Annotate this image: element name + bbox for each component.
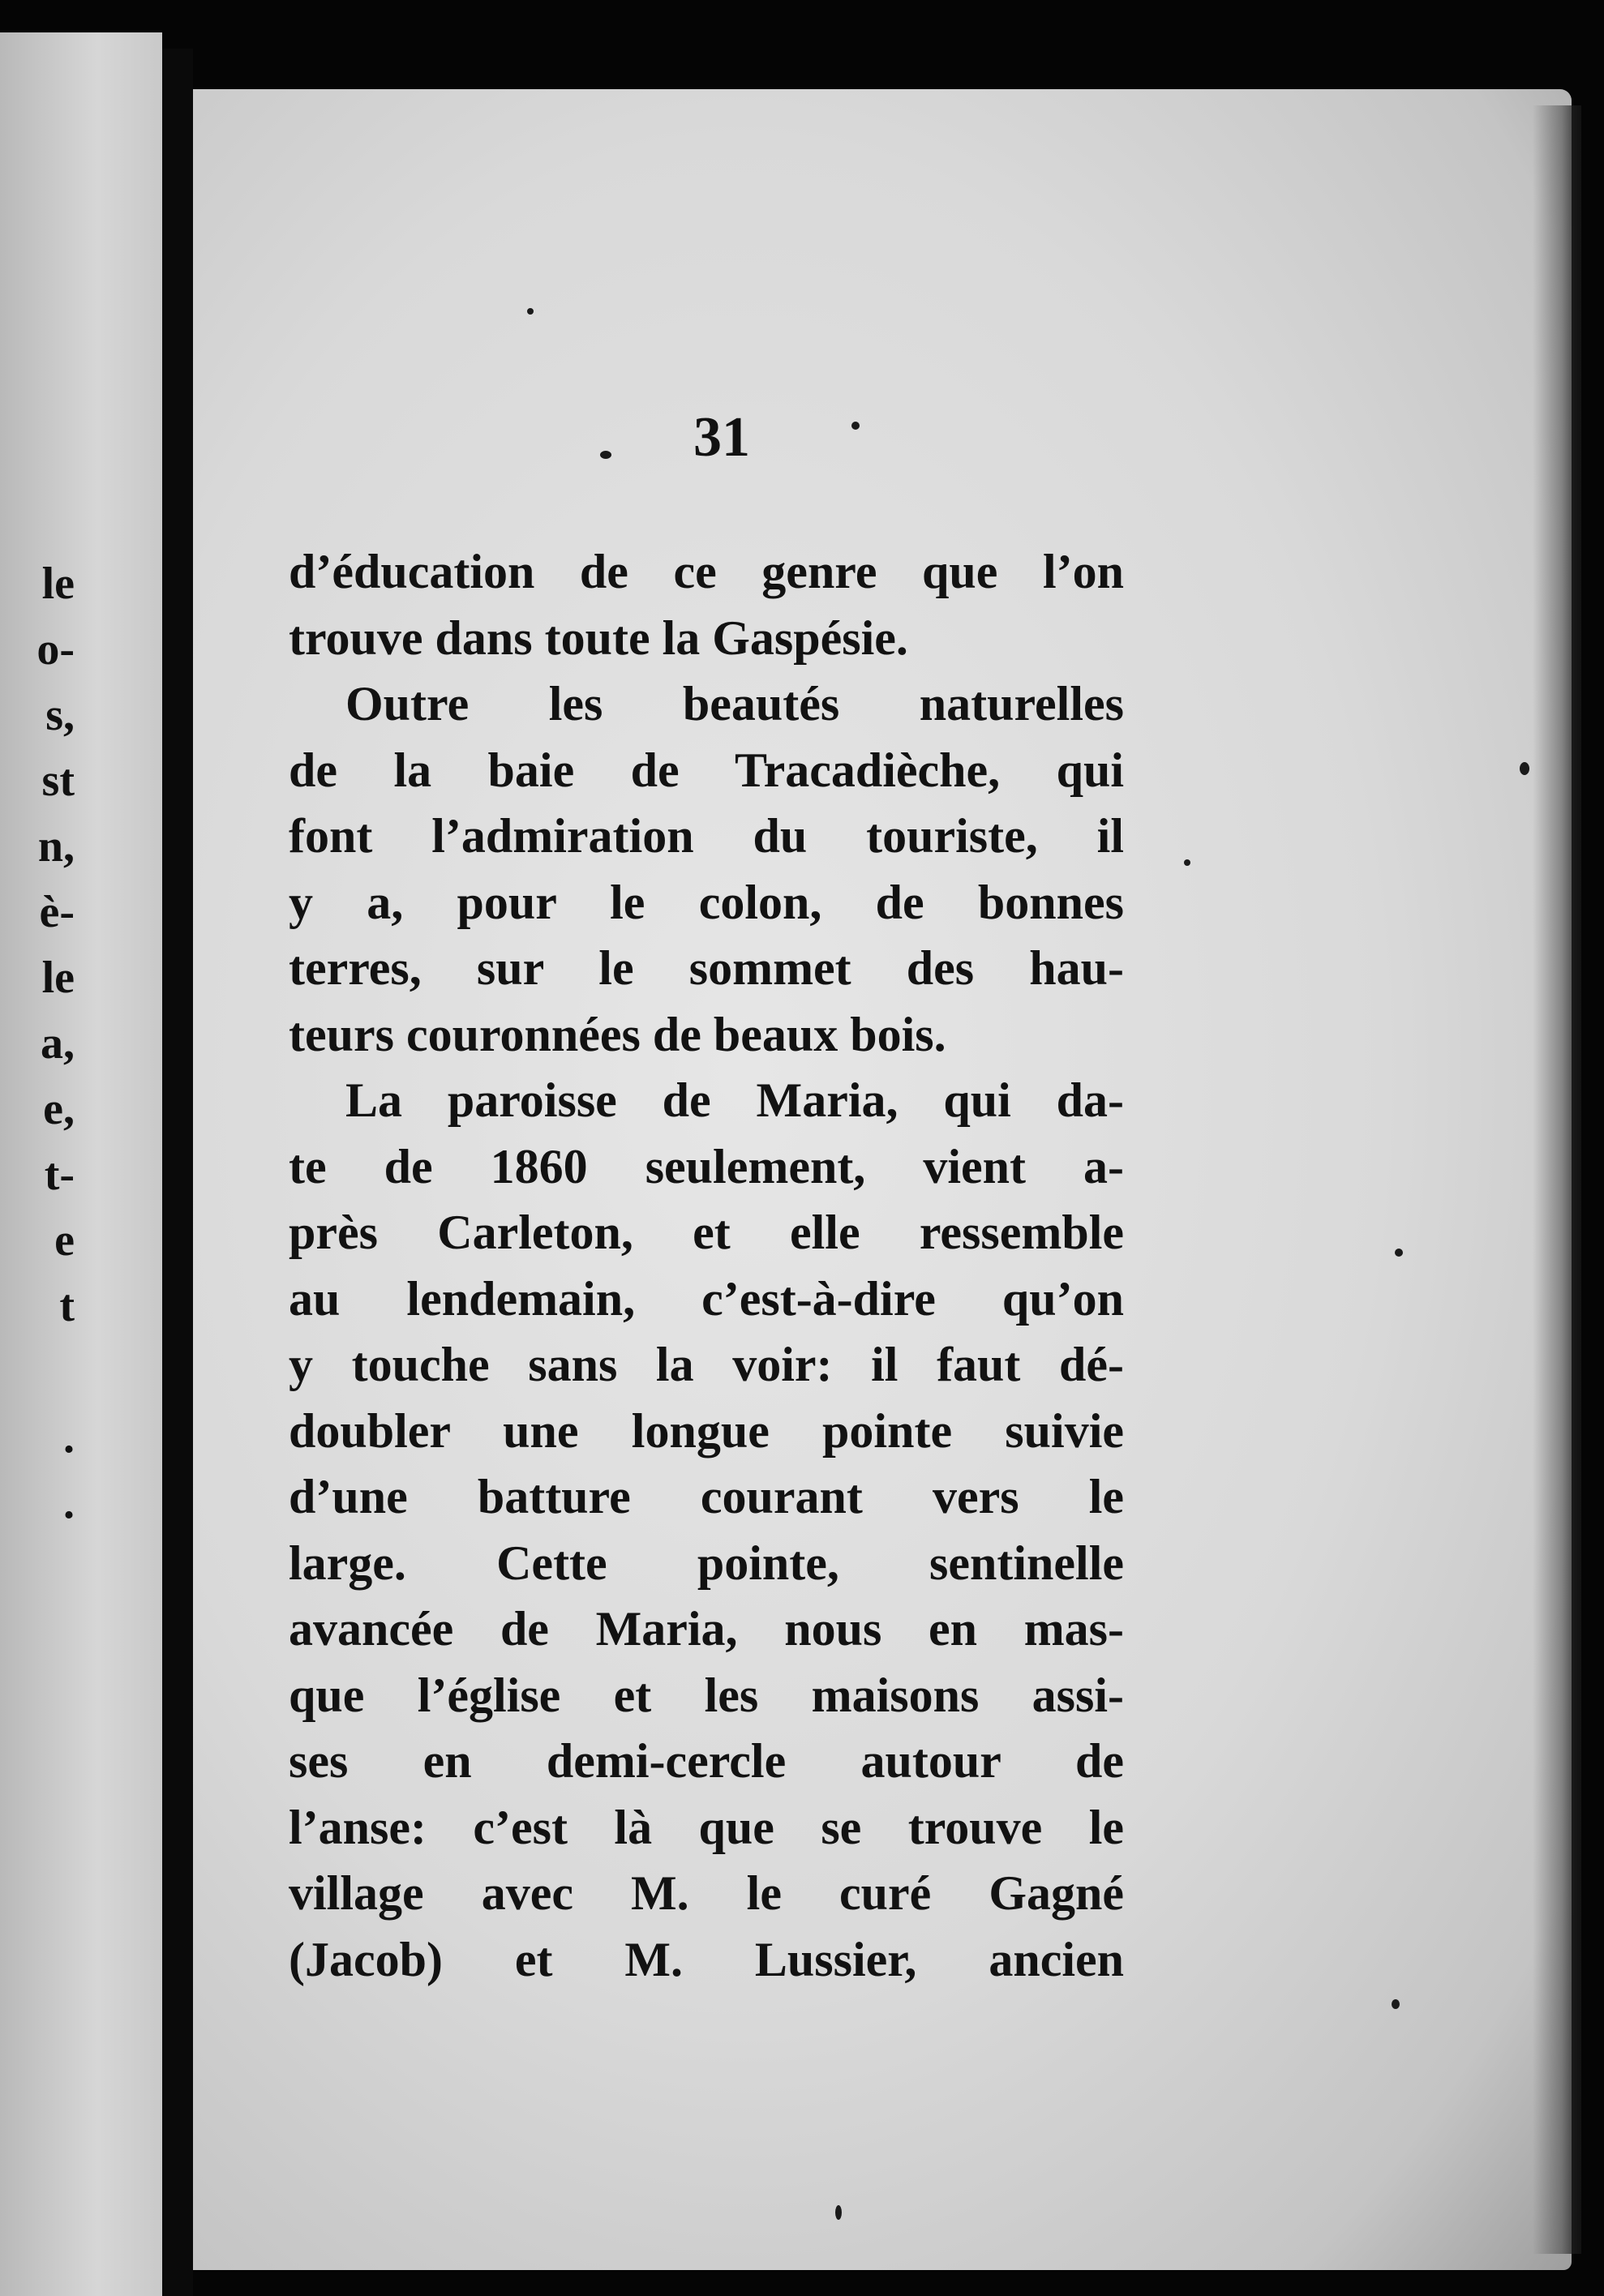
text-line: terres, sur le sommet des hau-: [289, 941, 1124, 995]
text-line: large. Cette pointe, sentinelle: [289, 1536, 1124, 1590]
text-line: La paroisse de Maria, qui da-: [345, 1073, 1124, 1127]
left-fragment: t: [59, 1281, 75, 1331]
text-line: y touche sans la voir: il faut dé-: [289, 1338, 1124, 1391]
text-line: village avec M. le curé Gagné: [289, 1866, 1124, 1920]
left-fragment: è-: [39, 887, 75, 937]
text-line: d’éducation de ce genre que l’on: [289, 545, 1124, 598]
left-fragment: le: [41, 953, 75, 1003]
book-gutter: [162, 49, 193, 2296]
left-fragment: [0, 1339, 162, 1405]
text-line: teurs couronnées de beaux bois.: [289, 1007, 946, 1061]
left-fragment: le: [41, 559, 75, 609]
text-line: l’anse: c’est là que se trouve le: [289, 1800, 1124, 1854]
text-line: près Carleton, et elle ressemble: [289, 1206, 1124, 1259]
left-fragment: o-: [36, 624, 75, 675]
body-text: [289, 539, 1124, 1993]
speck: [1184, 859, 1190, 866]
text-line: ses en demi-cercle autour de: [289, 1734, 1124, 1788]
left-fragment: s,: [45, 690, 75, 740]
text-line: que l’église et les maisons assi-: [289, 1668, 1124, 1722]
speck: [1520, 762, 1529, 775]
speck: [1395, 1249, 1403, 1257]
left-fragment: e,: [43, 1084, 75, 1134]
page-edge-shadow: [1533, 105, 1581, 2254]
left-fragment: t-: [44, 1150, 75, 1200]
speck: [1392, 1999, 1400, 2009]
text-line: te de 1860 seulement, vient a-: [289, 1139, 1124, 1193]
page-number: 31: [693, 406, 750, 469]
text-line: avancée de Maria, nous en mas-: [289, 1602, 1124, 1656]
speck: [835, 2205, 842, 2220]
text-line: de la baie de Tracadièche, qui: [289, 743, 1124, 797]
speck: [527, 308, 534, 315]
left-fragment: n,: [37, 821, 75, 872]
text-line: trouve dans toute la Gaspésie.: [289, 610, 908, 665]
left-fragment: a,: [41, 1018, 75, 1069]
text-line: font l’admiration du touriste, il: [289, 809, 1124, 863]
text-line: y a, pour le colon, de bonnes: [289, 875, 1124, 929]
text-line: Outre les beautés naturelles: [345, 677, 1124, 730]
left-fragment: st: [41, 756, 75, 806]
text-line: doubler une longue pointe suivie: [289, 1403, 1124, 1458]
text-line: (Jacob) et M. Lussier, ancien: [289, 1932, 1124, 1986]
left-page-text-fragments: [0, 551, 162, 1536]
text-line: au lendemain, c’est-à-dire qu’on: [289, 1271, 1124, 1326]
text-line: d’une batture courant vers le: [289, 1470, 1124, 1523]
speck: [851, 422, 860, 430]
left-fragment: e: [54, 1215, 75, 1266]
left-fragment: .: [63, 1412, 75, 1463]
left-fragment: .: [63, 1478, 75, 1528]
speck: [600, 451, 611, 459]
